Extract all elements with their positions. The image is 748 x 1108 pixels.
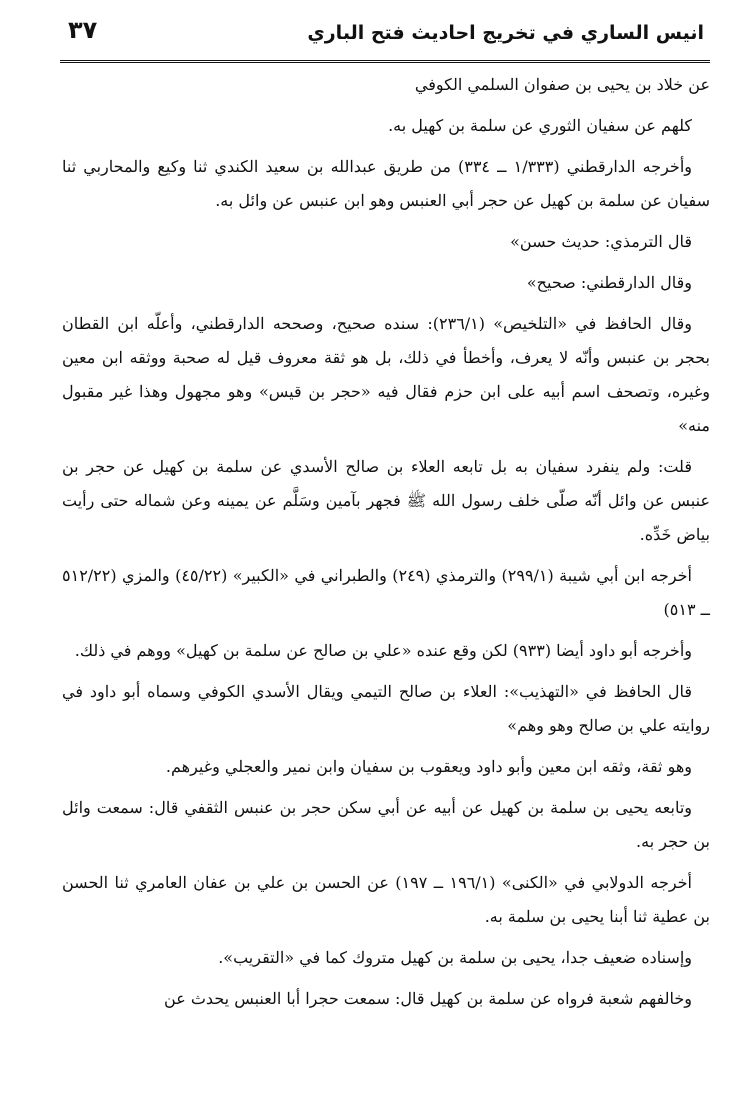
paragraph: عن خلاد بن يحيى بن صفوان السلمي الكوفي (414, 75, 710, 94)
paragraph: وقال الحافظ في «التلخيص» (٢٣٦/١): سنده صحيح، وصححه الدارقطني، وأعلّه ابن القطان بحجر بن عنبس وأنّه لا يعرف، وأخطأ في ذلك، بل هو ثقة معروف قيل له صحبة ووثقه ابن معين وغيره، وتصحف اسم أبيه على ابن حزم فقال فيه «حجر بن قيس» وهو مجهول وهذا غير مقبول منه» (62, 314, 710, 435)
paragraph: وتابعه يحيى بن سلمة بن كهيل عن أبيه عن أبي سكن حجر بن عنبس الثقفي قال: سمعت وائل بن حجر به. (62, 798, 710, 851)
paragraph: كلهم عن سفيان الثوري عن سلمة بن كهيل به. (388, 116, 692, 135)
paragraph: أخرجه ابن أبي شيبة (٢٩٩/١) والترمذي (٢٤٩) والطبراني في «الكبير» (٤٥/٢٢) والمزي (٥١٢/٢٢ ــ ٥١٣) (62, 566, 710, 619)
paragraph: قلت: ولم ينفرد سفيان به بل تابعه العلاء بن صالح الأسدي عن سلمة بن كهيل عن حجر بن عنبس عن وائل أنّه صلّى خلف رسول الله ﷺ فجهر بآمين وسَلَّم عن يمينه وعن شماله حتى رأيت بياض خَدِّه. (62, 457, 710, 544)
paragraph: وأخرجه أبو داود أيضا (٩٣٣) لكن وقع عنده «علي بن صالح عن سلمة بن كهيل» ووهم في ذلك. (74, 641, 692, 660)
paragraph: وأخرجه الدارقطني (١/٣٣٣ ــ ٣٣٤) من طريق عبدالله بن سعيد الكندي ثنا وكيع والمحاربي ثنا سفيان عن سلمة بن كهيل عن حجر أبي العنبس وهو ابن عنبس عن وائل به. (62, 157, 710, 210)
paragraph: قال الترمذي: حديث حسن» (510, 232, 692, 251)
page-header (60, 8, 710, 63)
running-title: انيس الساري في تخريج احاديث فتح الباري (307, 22, 704, 44)
paragraph: وهو ثقة، وثقه ابن معين وأبو داود ويعقوب بن سفيان وابن نمير والعجلي وغيرهم. (165, 757, 692, 776)
paragraph: قال الحافظ في «التهذيب»: العلاء بن صالح التيمي ويقال الأسدي الكوفي وسماه أبو داود في روايته علي بن صالح وهو وهم» (62, 682, 710, 735)
paragraph: وإسناده ضعيف جدا، يحيى بن سلمة بن كهيل متروك كما في «التقريب». (218, 948, 692, 967)
body-text (62, 68, 710, 1108)
paragraph: أخرجه الدولابي في «الكنى» (١٩٦/١ ــ ١٩٧) عن الحسن بن علي بن عفان العامري ثنا الحسن بن عطية ثنا أبنا يحيى بن سلمة به. (62, 873, 710, 926)
page-number: ٣٧ (68, 16, 98, 44)
paragraph: وخالفهم شعبة فرواه عن سلمة بن كهيل قال: سمعت حجرا أبا العنبس يحدث عن (164, 989, 692, 1008)
paragraph: وقال الدارقطني: صحيح» (526, 273, 692, 292)
